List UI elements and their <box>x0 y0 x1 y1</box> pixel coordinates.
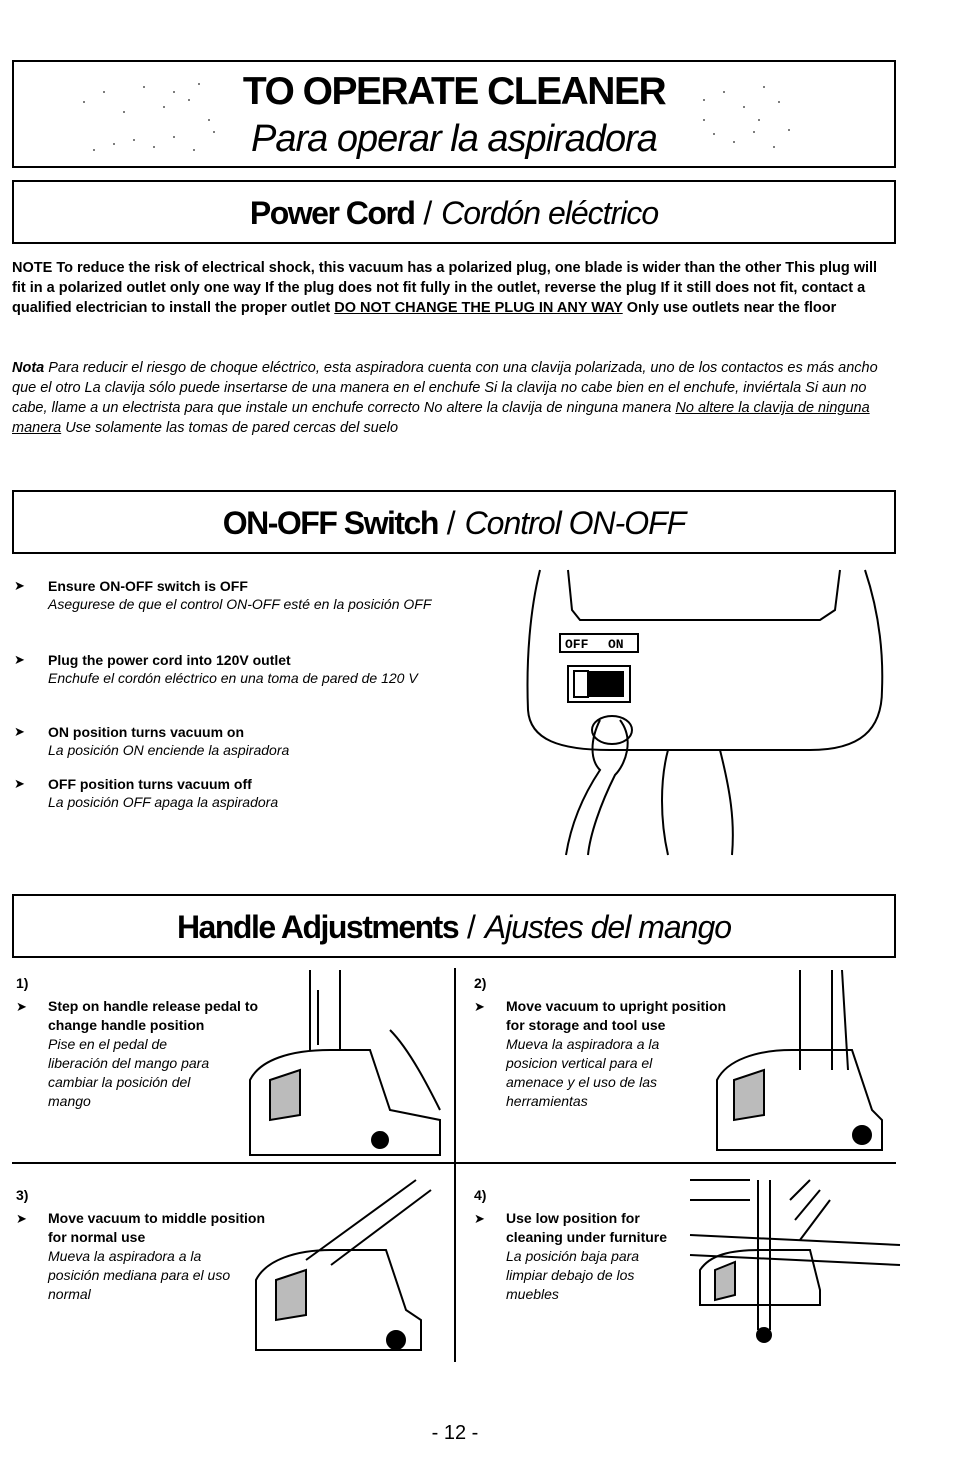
switch-illustration <box>520 570 900 860</box>
arrow-icon: ➤ <box>14 776 25 791</box>
arrow-icon: ➤ <box>14 724 25 739</box>
banner-title-en: TO OPERATE CLEANER <box>242 70 666 113</box>
arrow-icon: ➤ <box>474 1211 485 1226</box>
nota-paragraph <box>12 358 894 438</box>
step-es: La posición baja para limpiar debajo de los muebles <box>506 1248 640 1302</box>
power-cord-title-en: Power Cord <box>249 195 415 231</box>
onoff-item <box>14 651 514 687</box>
title-separator: / <box>446 505 456 541</box>
power-cord <box>566 716 632 855</box>
power-cord-title-es: Cordón eléctrico <box>441 195 659 231</box>
rocker-switch <box>568 666 630 702</box>
title-separator: / <box>467 909 476 945</box>
step-en: Use low position for cleaning under furniture <box>506 1210 668 1245</box>
arrow-icon: ➤ <box>474 999 485 1014</box>
arrow-icon: ➤ <box>14 578 25 593</box>
arrow-icon: ➤ <box>14 652 25 667</box>
step-es: Pise en el pedal de liberación del mango para cambiar la posición del mango <box>48 1036 210 1109</box>
step-es: Mueva la aspiradora a la posicion vertical para el amenace y el uso de las herramientas <box>506 1036 660 1109</box>
onoff-item-en: Plug the power cord into 120V outlet <box>48 652 291 668</box>
handle-step <box>16 1186 276 1304</box>
note-text: To reduce the risk of electrical shock, this vacuum has a polarized plug, one blade is wider than the other This plug will fit in a polarized outlet only one way If the plug does not fit fully in the outlet, reverse the plug If it still does not fit, contact a qualified electrician to install the proper outlet <box>12 260 878 316</box>
switch-label-on: ON <box>608 637 624 652</box>
onoff-item-en: ON position turns vacuum on <box>48 724 245 740</box>
handle-step <box>16 974 266 1111</box>
handle-title-es: Ajustes del mango <box>484 909 732 945</box>
vacuum-illustration-4 <box>690 1180 900 1350</box>
onoff-item <box>14 577 514 613</box>
handle-title <box>14 909 894 946</box>
arrow-icon: ➤ <box>16 999 27 1014</box>
grid-divider-horizontal <box>12 1162 896 1164</box>
note-tail: Only use outlets near the floor <box>626 300 837 316</box>
onoff-title-en: ON-OFF Switch <box>222 505 438 541</box>
nota-label: Nota <box>12 360 45 376</box>
nota-text: Para reducir el riesgo de choque eléctrico, esta aspiradora cuenta con una clavija polarizada, uno de los contactos es más ancho que el otro La clavija sólo puede insertarse de una manera en el enchufe Si la clavija no cabe bien en el enchufe, inviértala Si aun no cabe, llame a un electrista para que instale un enchufe correcto No altere la clavija de ninguna manera <box>12 360 878 416</box>
vacuum-illustration-1 <box>240 970 440 1155</box>
power-cord-title <box>14 195 894 232</box>
handle-title-en: Handle Adjustments <box>176 909 459 945</box>
banner <box>12 60 896 168</box>
step-number: 2) <box>474 975 487 991</box>
power-cord-header <box>12 180 896 244</box>
onoff-item-es: La posición ON enciende la aspiradora <box>48 742 290 758</box>
handle-step <box>474 1186 684 1304</box>
nota-warning: No altere la clavija de ninguna manera <box>12 400 870 436</box>
step-en: Move vacuum to middle position for normal use <box>48 1210 266 1245</box>
page-number: - 12 - <box>431 1422 479 1444</box>
note-label: NOTE <box>12 260 53 276</box>
onoff-header <box>12 490 896 554</box>
onoff-title-es: Control ON-OFF <box>464 505 686 541</box>
onoff-item <box>14 723 514 759</box>
handle-step <box>474 974 734 1111</box>
banner-title-es: Para operar la aspiradora <box>251 118 657 160</box>
step-es: Mueva la aspiradora a la posición mediana para el uso normal <box>48 1248 231 1302</box>
step-number: 4) <box>474 1187 487 1203</box>
vacuum-illustration-3 <box>246 1180 446 1355</box>
handle-header <box>12 894 896 958</box>
onoff-item-es: Enchufe el cordón eléctrico en una toma de pared de 120 V <box>48 670 418 686</box>
onoff-item-es: Asegurese de que el control ON-OFF esté en la posición OFF <box>48 596 432 612</box>
note-warning: DO NOT CHANGE THE PLUG IN ANY WAY <box>334 300 623 316</box>
step-en: Move vacuum to upright position for storage and tool use <box>506 998 727 1033</box>
nota-tail: Use solamente las tomas de pared cercas del suelo <box>65 420 399 436</box>
grid-divider-vertical <box>454 968 456 1362</box>
step-en: Step on handle release pedal to change handle position <box>48 998 259 1033</box>
step-number: 1) <box>16 975 29 991</box>
switch-label-off: OFF <box>565 637 589 652</box>
onoff-item-en: OFF position turns vacuum off <box>48 776 252 792</box>
arrow-icon: ➤ <box>16 1211 27 1226</box>
vacuum-illustration-2 <box>712 970 887 1155</box>
onoff-item <box>14 775 514 811</box>
onoff-item-es: La posición OFF apaga la aspiradora <box>48 794 279 810</box>
step-number: 3) <box>16 1187 29 1203</box>
title-separator: / <box>423 195 433 231</box>
onoff-item-en: Ensure ON-OFF switch is OFF <box>48 578 248 594</box>
note-paragraph <box>12 258 894 318</box>
onoff-title <box>14 505 894 542</box>
